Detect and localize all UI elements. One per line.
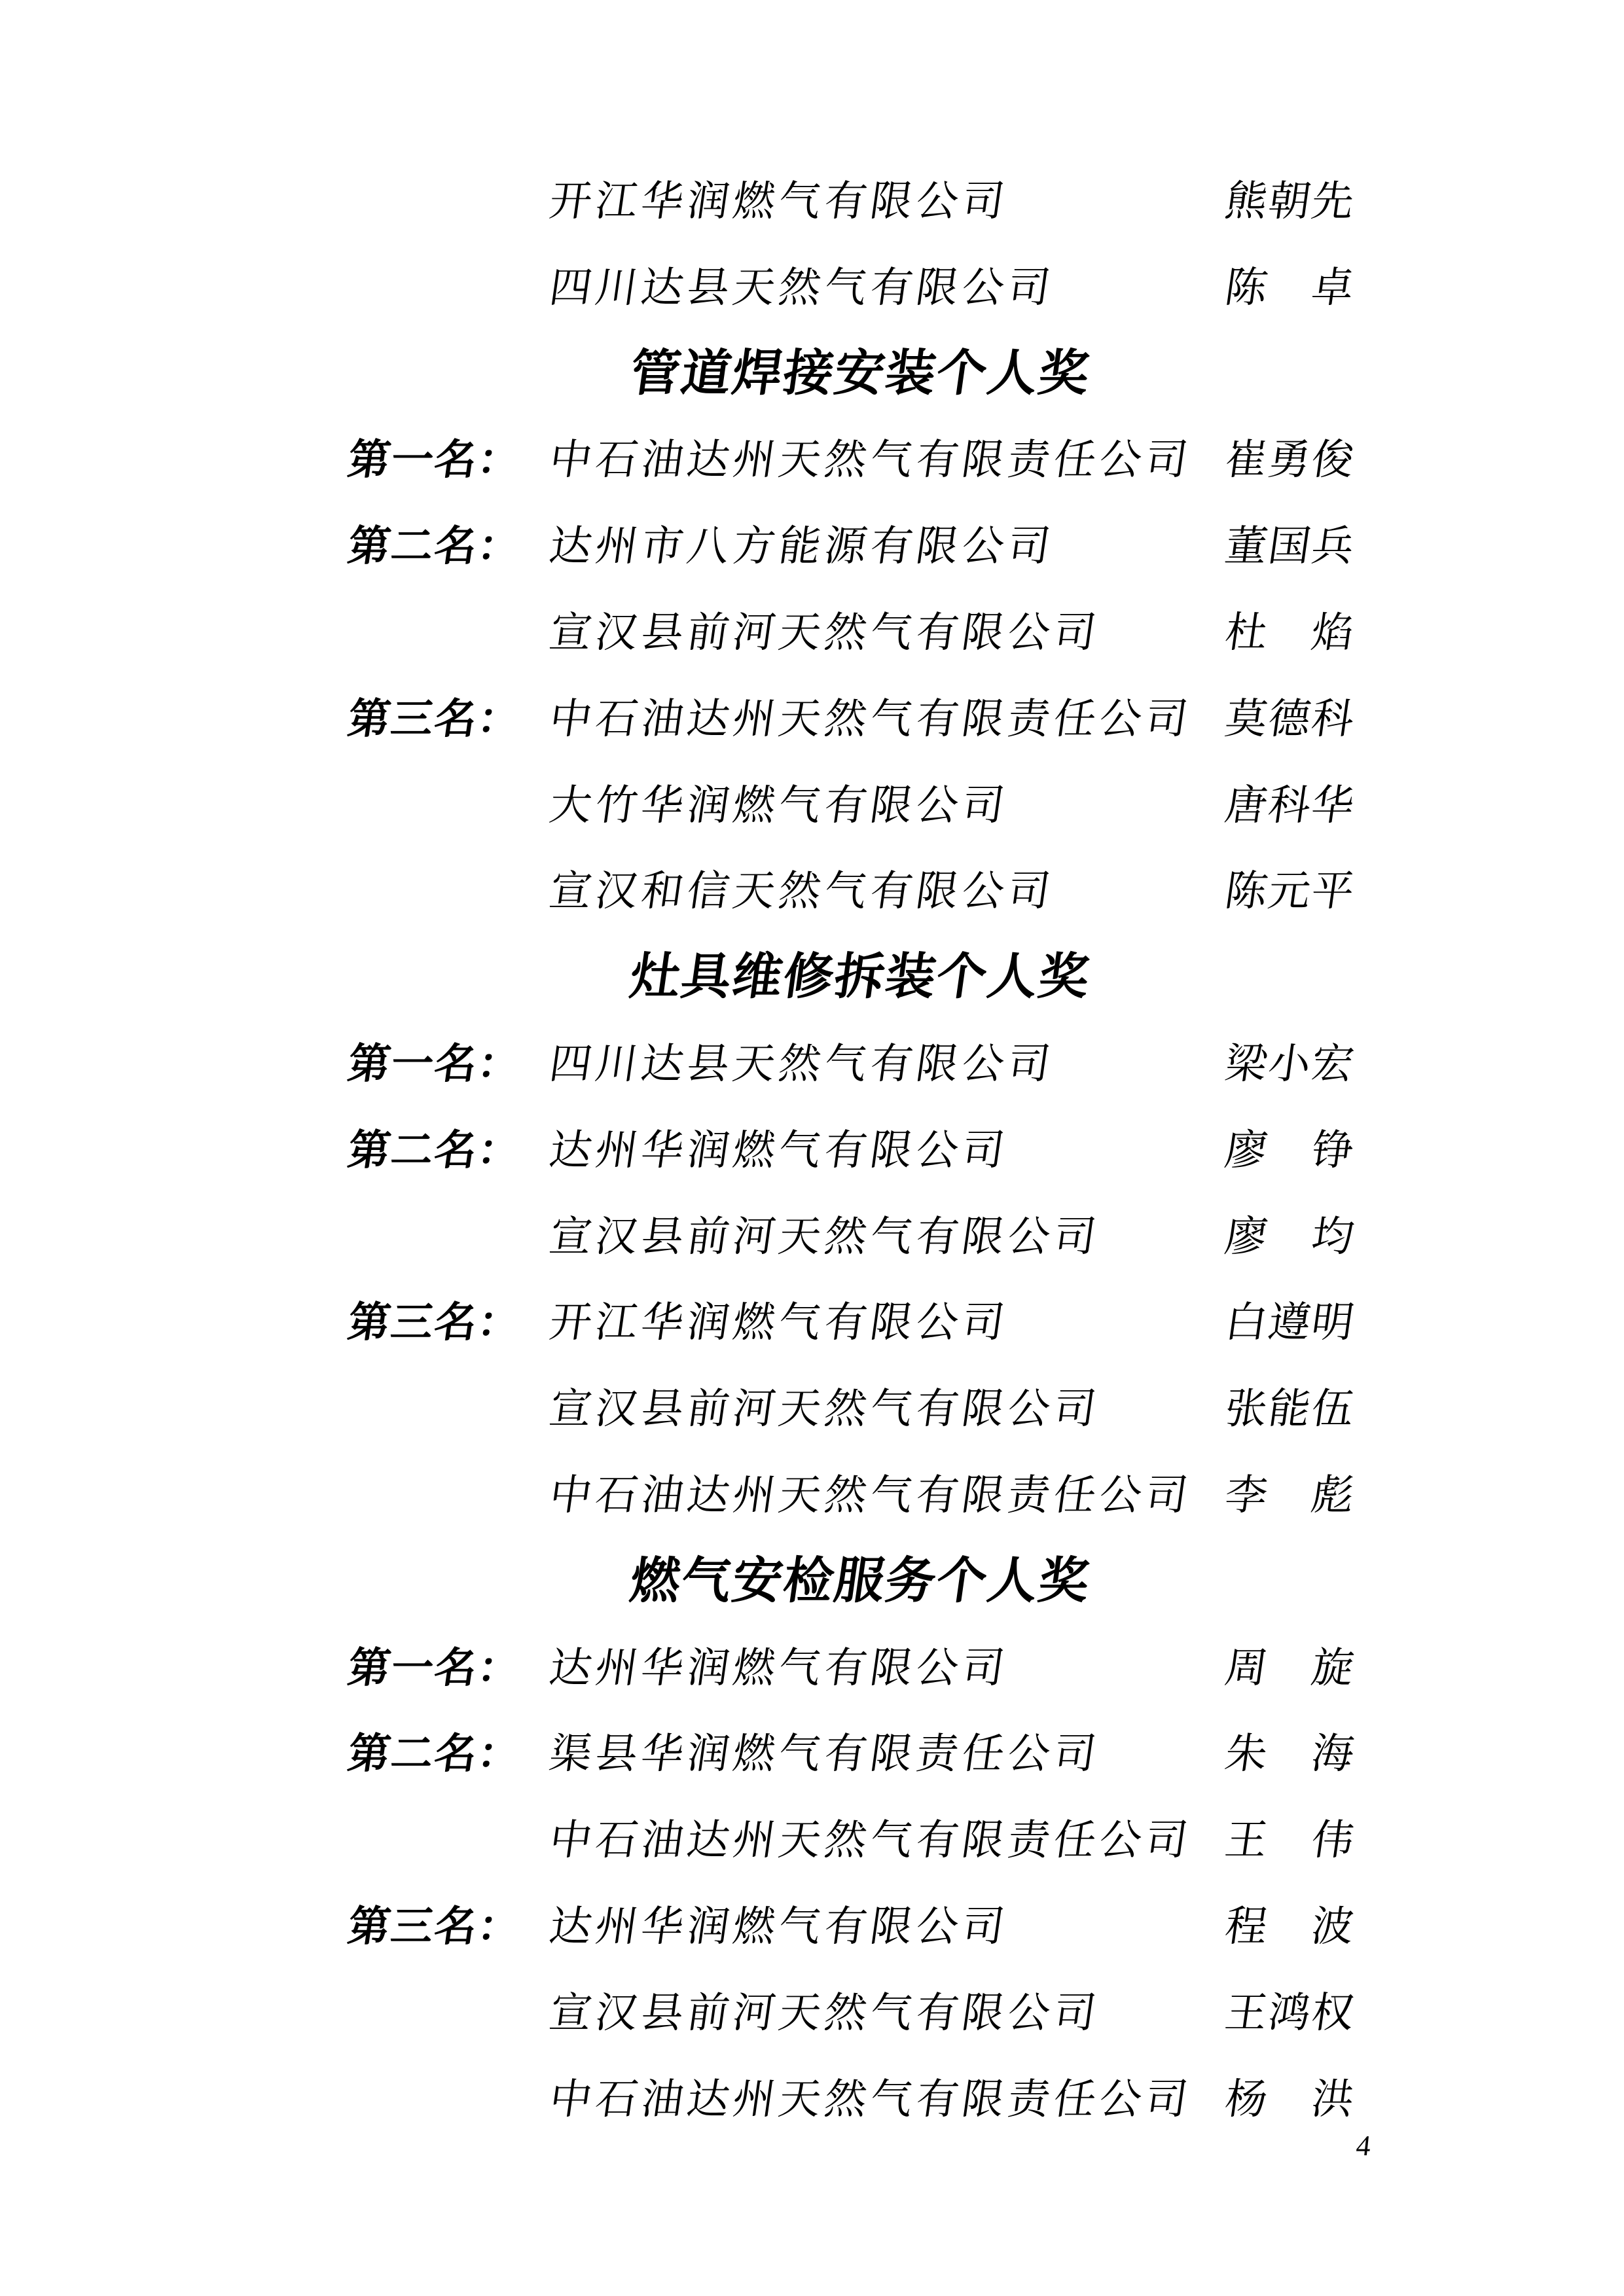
award-row (0, 1884, 1624, 1970)
company-name: 中石油达州天然气有限责任公司 (547, 695, 1195, 742)
award-row (0, 1797, 1624, 1884)
winner-name: 王鸿权 (1222, 1989, 1359, 2036)
winner-name: 陈 卓 (1222, 264, 1359, 311)
company-name: 宣汉县前河天然气有限公司 (547, 609, 1104, 656)
winner-name: 杨 洪 (1222, 2075, 1359, 2123)
winner-name: 杜 焰 (1222, 609, 1359, 656)
company-name: 达州华润燃气有限公司 (547, 1644, 1012, 1691)
rank-label: 第一名： (345, 1040, 525, 1087)
award-row (0, 245, 1624, 331)
winner-name: 陈元平 (1222, 868, 1359, 915)
section-heading-row (0, 331, 1624, 418)
rank-label: 第二名： (345, 523, 525, 570)
company-name: 中石油达州天然气有限责任公司 (547, 437, 1195, 484)
winner-name: 程 波 (1222, 1903, 1359, 1950)
company-name: 达州华润燃气有限公司 (547, 1903, 1012, 1950)
rank-label: 第三名： (345, 695, 525, 742)
award-row (0, 1625, 1624, 1712)
company-name: 中石油达州天然气有限责任公司 (547, 2075, 1195, 2123)
rank-label: 第一名： (345, 437, 525, 484)
company-name: 四川达县天然气有限公司 (547, 1040, 1058, 1087)
award-row (0, 1452, 1624, 1539)
winner-name: 廖 均 (1222, 1213, 1359, 1260)
winner-name: 王 伟 (1222, 1817, 1359, 1864)
winner-name: 董国兵 (1222, 523, 1359, 570)
award-row (0, 1107, 1624, 1194)
winner-name: 莫德科 (1222, 695, 1359, 742)
award-row (0, 1194, 1624, 1280)
award-row (0, 1970, 1624, 2056)
company-name: 大竹华润燃气有限公司 (547, 781, 1012, 829)
winner-name: 张能伍 (1222, 1386, 1359, 1433)
award-row (0, 762, 1624, 849)
company-name: 中石油达州天然气有限责任公司 (547, 1471, 1195, 1518)
award-row (0, 1021, 1624, 1107)
company-name: 宣汉和信天然气有限公司 (547, 868, 1058, 915)
company-name: 达州市八方能源有限公司 (547, 523, 1058, 570)
rank-label: 第三名： (345, 1903, 525, 1950)
winner-name: 崔勇俊 (1222, 437, 1359, 484)
winner-name: 白遵明 (1222, 1299, 1359, 1346)
winner-name: 李 彪 (1222, 1471, 1359, 1518)
winner-name: 唐科华 (1222, 781, 1359, 829)
section-heading: 燃气安检服务个人奖 (626, 1553, 1094, 1609)
rank-label: 第二名： (345, 1126, 525, 1174)
award-row (0, 503, 1624, 590)
rank-label: 第三名： (345, 1299, 525, 1346)
winner-name: 朱 海 (1222, 1731, 1359, 1778)
winner-name: 熊朝先 (1222, 178, 1359, 224)
company-name: 开江华润燃气有限公司 (547, 178, 1012, 224)
company-name: 渠县华润燃气有限责任公司 (547, 1731, 1104, 1778)
rank-label: 第一名： (345, 1644, 525, 1691)
company-name: 开江华润燃气有限公司 (547, 1299, 1012, 1346)
award-row (0, 590, 1624, 676)
company-name: 达州华润燃气有限公司 (547, 1126, 1012, 1174)
award-row (0, 1711, 1624, 1797)
rank-label: 第二名： (345, 1731, 525, 1778)
award-row (0, 2056, 1624, 2143)
winner-name: 廖 铮 (1222, 1126, 1359, 1174)
winner-name: 周 旋 (1222, 1644, 1359, 1691)
award-list (0, 158, 1624, 2142)
company-name: 宣汉县前河天然气有限公司 (547, 1386, 1104, 1433)
award-row (0, 1280, 1624, 1366)
section-heading: 管道焊接安装个人奖 (626, 346, 1094, 401)
award-row (0, 676, 1624, 762)
company-name: 宣汉县前河天然气有限公司 (547, 1989, 1104, 2036)
award-row (0, 848, 1624, 935)
award-row (0, 417, 1624, 503)
company-name: 中石油达州天然气有限责任公司 (547, 1817, 1195, 1864)
company-name: 宣汉县前河天然气有限公司 (547, 1213, 1104, 1260)
award-row (0, 158, 1624, 245)
winner-name: 梁小宏 (1222, 1040, 1359, 1087)
section-heading-row (0, 935, 1624, 1021)
company-name: 四川达县天然气有限公司 (547, 264, 1058, 311)
page-number: 4 (1354, 2130, 1373, 2162)
section-heading: 灶具维修拆装个人奖 (626, 950, 1094, 1005)
section-heading-row (0, 1539, 1624, 1625)
award-row (0, 1366, 1624, 1452)
